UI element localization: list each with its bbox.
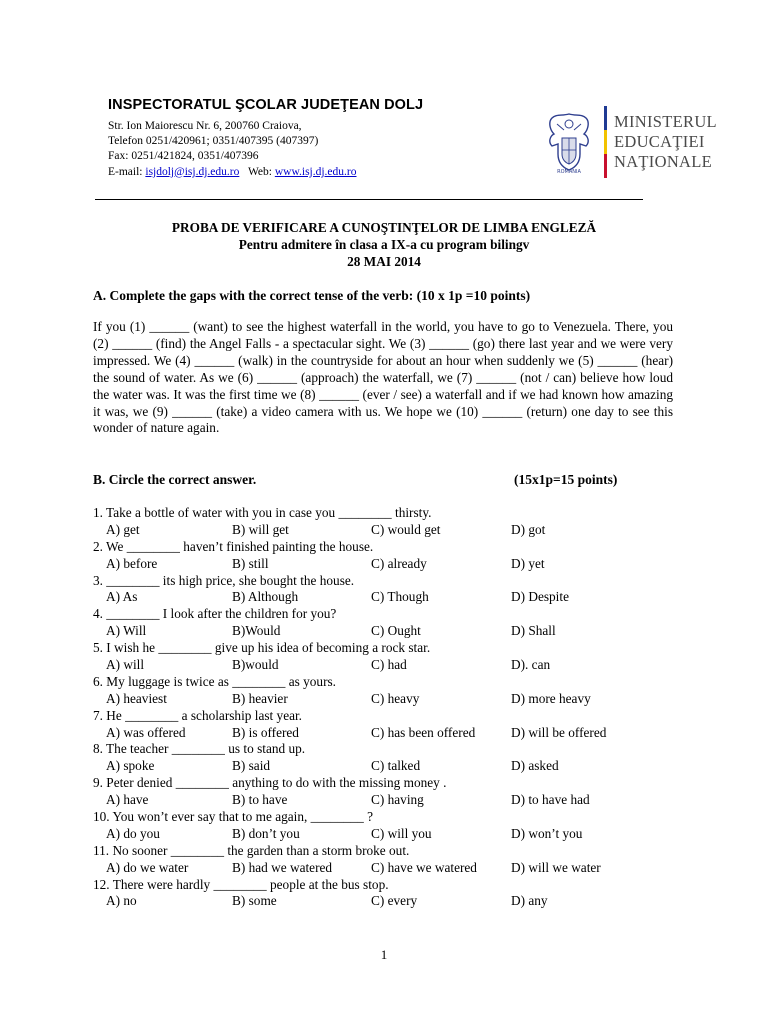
- answer-option-b[interactable]: B) said: [232, 758, 271, 774]
- answer-option-d[interactable]: D) will be offered: [511, 724, 607, 740]
- institution-name: INSPECTORATUL ŞCOLAR JUDEŢEAN DOLJ: [108, 97, 424, 113]
- answer-option-c[interactable]: C) Ought: [371, 623, 421, 639]
- answer-option-a[interactable]: A) As: [106, 589, 138, 605]
- answer-option-c[interactable]: C) would get: [371, 521, 441, 537]
- answer-option-a[interactable]: A) no: [106, 893, 137, 909]
- answer-option-b[interactable]: B) is offered: [232, 724, 299, 740]
- answer-option-c[interactable]: C) talked: [371, 758, 421, 774]
- address-line: Str. Ion Maiorescu Nr. 6, 200760 Craiova,: [108, 120, 302, 132]
- answer-option-d[interactable]: D) to have had: [511, 792, 590, 808]
- answer-option-c[interactable]: C) heavy: [371, 690, 420, 706]
- question-text: 7. He ________ a scholarship last year.: [93, 707, 303, 723]
- answer-option-d[interactable]: D) yet: [511, 555, 545, 571]
- section-b-heading-row: [93, 472, 633, 488]
- answer-option-b[interactable]: B) Although: [232, 589, 299, 605]
- answer-option-d[interactable]: D) Despite: [511, 589, 569, 605]
- answer-option-d[interactable]: D) got: [511, 521, 546, 537]
- web-link[interactable]: www.isj.dj.edu.ro: [274, 165, 357, 178]
- answer-options: [93, 825, 583, 843]
- institution-header: [108, 97, 528, 180]
- answer-option-b[interactable]: B) will get: [232, 521, 289, 537]
- answer-option-a[interactable]: A) will: [106, 657, 145, 673]
- answer-option-c[interactable]: C) has been offered: [371, 724, 476, 740]
- exam-subtitle: Pentru admitere în clasa a IX-a cu program bilingv: [238, 237, 530, 252]
- coat-of-arms-icon: [544, 110, 594, 174]
- answer-option-a[interactable]: A) do you: [106, 825, 160, 841]
- answer-option-b[interactable]: B) to have: [232, 792, 288, 808]
- answer-option-a[interactable]: A) get: [106, 521, 140, 537]
- question-text: 3. ________ its high price, she bought the house.: [93, 572, 355, 588]
- answer-option-c[interactable]: C) will you: [371, 825, 432, 841]
- section-b-heading: B. Circle the correct answer.: [93, 472, 257, 487]
- header-divider: [95, 199, 643, 200]
- section-b-points: (15x1p=15 points): [514, 472, 618, 487]
- answer-options: [93, 724, 607, 742]
- answer-option-b[interactable]: B) had we watered: [232, 859, 333, 875]
- question-text: 6. My luggage is twice as ________ as yours.: [93, 673, 337, 689]
- section-a-heading: A. Complete the gaps with the correct tense of the verb: (10 x 1p =10 points): [93, 288, 531, 303]
- answer-options: [93, 555, 545, 573]
- answer-option-a[interactable]: A) have: [106, 792, 149, 808]
- ministry-name: [614, 112, 717, 172]
- answer-options: [93, 859, 601, 877]
- email-link[interactable]: isjdolj@isj.dj.edu.ro: [145, 165, 240, 178]
- answer-option-a[interactable]: A) was offered: [106, 724, 186, 740]
- answer-options: [93, 792, 590, 809]
- answer-option-a[interactable]: A) do we water: [106, 859, 189, 875]
- answer-option-d[interactable]: D) more heavy: [511, 690, 591, 706]
- ministry-line-1: MINISTERUL: [614, 112, 717, 131]
- answer-option-d[interactable]: D). can: [511, 657, 551, 673]
- answer-option-d[interactable]: D) will we water: [511, 859, 601, 875]
- question-text: 2. We ________ haven’t finished painting the house.: [93, 538, 374, 554]
- answer-option-b[interactable]: B) heavier: [232, 690, 288, 706]
- question-text: 1. Take a bottle of water with you in case you ________ thirsty.: [93, 505, 432, 520]
- fax-line: Fax: 0251/421824, 0351/407396: [108, 150, 259, 163]
- answer-option-b[interactable]: B)would: [232, 657, 279, 673]
- contact-line: [108, 165, 528, 180]
- question-text: 8. The teacher ________ us to stand up.: [93, 741, 306, 757]
- answer-option-a[interactable]: A) heaviest: [106, 690, 167, 706]
- answer-option-a[interactable]: A) spoke: [106, 758, 155, 774]
- question-text: 10. You won’t ever say that to me again, ________ ?: [93, 809, 374, 825]
- answer-option-d[interactable]: D) Shall: [511, 623, 556, 639]
- answer-option-b[interactable]: B) still: [232, 555, 269, 571]
- exam-title: PROBA DE VERIFICARE A CUNOŞTINŢELOR DE LIMBA ENGLEZĂ: [171, 220, 597, 235]
- answer-option-a[interactable]: A) Will: [106, 623, 147, 639]
- answer-option-c[interactable]: C) having: [371, 792, 424, 808]
- answer-option-d[interactable]: D) asked: [511, 758, 559, 774]
- answer-option-c[interactable]: C) have we watered: [371, 859, 477, 875]
- answer-option-b[interactable]: B)Would: [232, 623, 281, 639]
- answer-options: [93, 893, 548, 910]
- web-label: Web:: [247, 165, 272, 178]
- question-text: 11. No sooner ________ the garden than a storm broke out.: [93, 842, 410, 858]
- answer-options: [93, 758, 559, 775]
- answer-options: [93, 623, 556, 640]
- exam-title-block: [0, 219, 768, 270]
- answer-options: [93, 657, 551, 674]
- question-list: [93, 505, 607, 910]
- answer-option-c[interactable]: C) Though: [371, 589, 429, 605]
- question-text: 4. ________ I look after the children for you?: [93, 606, 337, 622]
- answer-option-c[interactable]: C) had: [371, 657, 407, 673]
- section-a-text: If you (1) ______ (want) to see the highest waterfall in the world, you have to go to Venezuela. There, you (2) ______ (find) the Angel Falls - a spectacular sight. We (3) ______ (go) there last year and we were very impressed. We (4) ______ (walk) in the countryside for about an hour when suddenly we (5) ______ (hear) the sound of water. As we (6) ______ (approach) the waterfall, we (7) ______ (not / can) believe how loud the water was. It was the first time we (8) ______ (ever / see) a waterfall and if we had known how amazing it was, we (9) ______ (take) a video camera with us. We hope we (10) ______ (return) one day to see this wonder of nature again.: [93, 319, 673, 436]
- ministry-line-3: NAŢIONALE: [614, 152, 713, 171]
- question-text: 9. Peter denied ________ anything to do with the missing money .: [93, 775, 447, 791]
- ministry-line-2: EDUCAŢIEI: [614, 132, 705, 151]
- answer-options: [93, 589, 569, 606]
- flag-stripe: [604, 106, 607, 178]
- answer-option-b[interactable]: B) some: [232, 893, 277, 909]
- email-label: E-mail:: [108, 165, 143, 178]
- phone-line: Telefon 0251/420961; 0351/407395 (407397): [108, 135, 319, 148]
- answer-option-b[interactable]: B) don’t you: [232, 825, 300, 841]
- answer-option-c[interactable]: C) every: [371, 893, 418, 909]
- answer-options: [93, 521, 546, 539]
- answer-option-a[interactable]: A) before: [106, 555, 158, 571]
- answer-option-c[interactable]: C) already: [371, 555, 427, 571]
- page-number: 1: [380, 947, 388, 962]
- answer-options: [93, 690, 591, 708]
- answer-option-d[interactable]: D) won’t you: [511, 825, 583, 841]
- question-text: 5. I wish he ________ give up his idea of becoming a rock star.: [93, 640, 431, 656]
- exam-date: 28 MAI 2014: [347, 254, 421, 269]
- answer-option-d[interactable]: D) any: [511, 893, 548, 909]
- svg-text:ROMANIA: ROMANIA: [557, 169, 581, 174]
- question-text: 12. There were hardly ________ people at the bus stop.: [93, 876, 389, 892]
